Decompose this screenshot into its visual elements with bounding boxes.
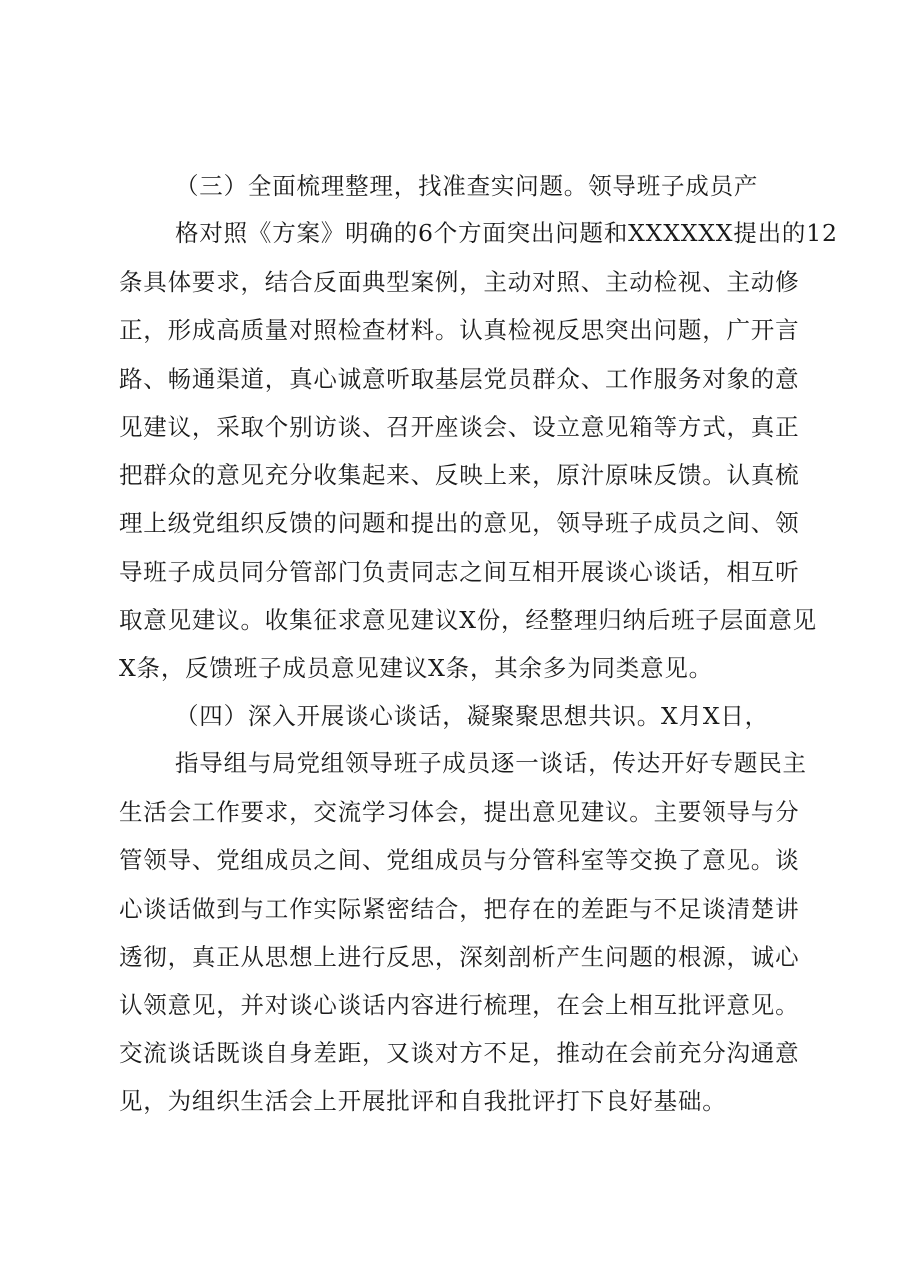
paragraph-line: 把群众的意见充分收集起来、反映上来，原汁原味反馈。认真梳 bbox=[119, 461, 800, 489]
paragraph-line: 取意见建议。收集征求意见建议X份，经整理归纳后班子层面意见 bbox=[119, 606, 817, 634]
paragraph-line: 见，为组织生活会上开展批评和自我批评打下良好基础。 bbox=[119, 1087, 727, 1115]
section-four-heading: （四）深入开展谈心谈话，凝聚聚思想共识。X月X日， bbox=[175, 702, 769, 730]
paragraph-line: 格对照《方案》明确的6个方面突出问题和XXXXXX提出的12 bbox=[175, 219, 838, 247]
paragraph-line: 交流谈话既谈自身差距，又谈对方不足，推动在会前充分沟通意 bbox=[119, 1039, 800, 1067]
paragraph-line: 导班子成员同分管部门负责同志之间互相开展谈心谈话，相互听 bbox=[119, 558, 800, 586]
paragraph-line: 路、畅通渠道，真心诚意听取基层党员群众、工作服务对象的意 bbox=[119, 365, 800, 393]
paragraph-line: 生活会工作要求，交流学习体会，提出意见建议。主要领导与分 bbox=[119, 798, 800, 826]
section-three-heading: （三）全面梳理整理，找准查实问题。领导班子成员产 bbox=[175, 172, 759, 200]
paragraph-line: X条，反馈班子成员意见建议X条，其余多为同类意见。 bbox=[119, 654, 713, 682]
paragraph-line: 管领导、党组成员之间、党组成员与分管科室等交换了意见。谈 bbox=[119, 846, 800, 874]
paragraph-line: 条具体要求，结合反面典型案例，主动对照、主动检视、主动修 bbox=[119, 268, 800, 296]
paragraph-line: 理上级党组织反馈的问题和提出的意见，领导班子成员之间、领 bbox=[119, 509, 800, 537]
paragraph-line: 指导组与局党组领导班子成员逐一谈话，传达开好专题民主 bbox=[175, 749, 807, 777]
paragraph-line: 见建议，采取个别访谈、召开座谈会、设立意见箱等方式，真正 bbox=[119, 413, 800, 441]
paragraph-line: 心谈话做到与工作实际紧密结合，把存在的差距与不足谈清楚讲 bbox=[119, 895, 800, 923]
paragraph-line: 正，形成高质量对照检查材料。认真检视反思突出问题，广开言 bbox=[119, 316, 800, 344]
paragraph-line: 认领意见，并对谈心谈话内容进行梳理，在会上相互批评意见。 bbox=[119, 991, 800, 1019]
paragraph-line: 透彻，真正从思想上进行反思，深刻剖析产生问题的根源，诚心 bbox=[119, 943, 800, 971]
